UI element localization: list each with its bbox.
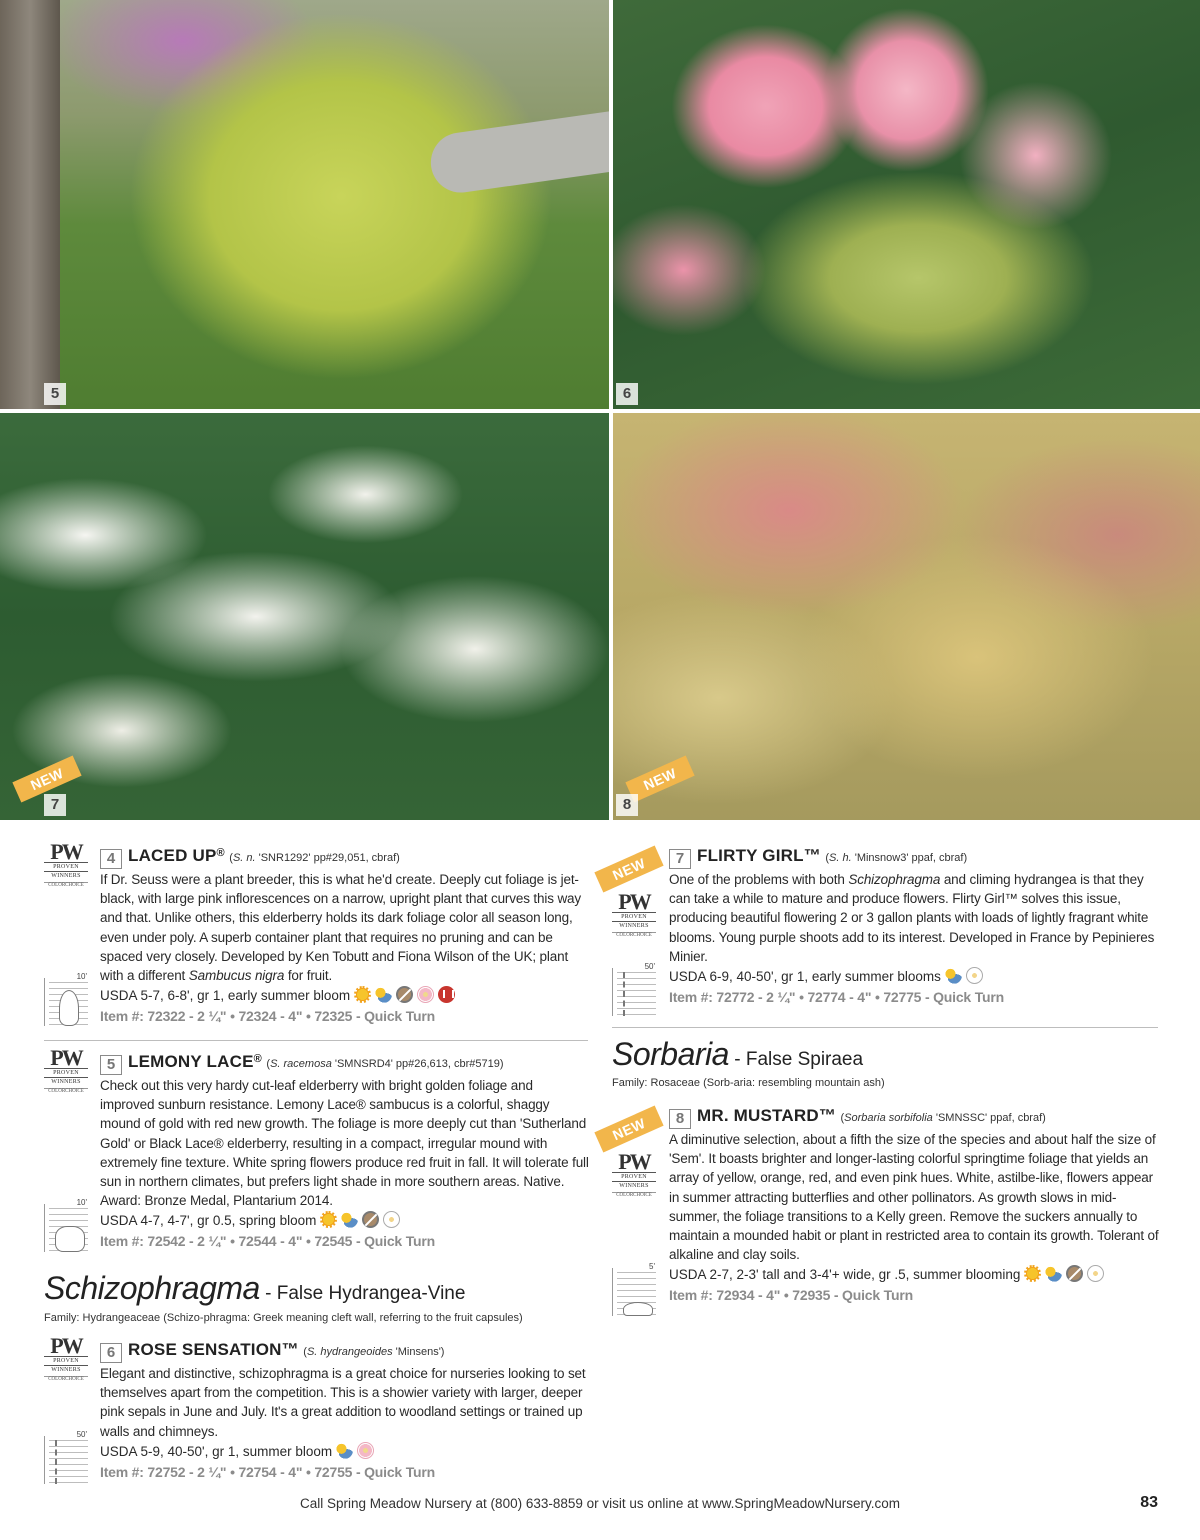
part-shade-icon: [341, 1211, 358, 1228]
section-heading-sorbaria: Sorbaria - False Spiraea: [612, 1036, 864, 1072]
entry-usda: USDA 5-9, 40-50', gr 1, summer bloom: [100, 1442, 590, 1462]
entry-heading: [100, 1340, 590, 1362]
entry-lemony-lace: [100, 1052, 590, 1252]
entry-botanical: (S. h. 'Minsnow3' ppaf, cbraf): [825, 852, 968, 864]
white-flower-icon: [383, 1211, 400, 1228]
no-deer-icon: [362, 1211, 379, 1228]
entry-description: A diminutive selection, about a fifth the size of the species and about half the size of 'Sem'. It boasts brighter and longer-lasting colorful springtime foliage that yields an array of yellow, orange, red, and even pink hues. White, astilbe-like, flowers appear in summer attracting butterflies and other pollinators. As growth slows in mid-summer, the foliage transitions to a Kelly green. Remove the suckers annually to maintain a mounded habit or plant in restricted area to contain its growth. Tolerant of alkaline and clay soils.: [669, 1132, 1159, 1263]
entry-item-numbers: Item #: 72542 - 2 ¼" • 72544 - 4" • 72545 - Quick Turn: [100, 1233, 435, 1250]
container-icon: [438, 986, 455, 1003]
part-shade-icon: [375, 986, 392, 1003]
divider: [612, 1027, 1158, 1028]
entry-number: 7: [669, 849, 691, 869]
entry-heading: [100, 1052, 590, 1074]
photo-laced-up: [0, 0, 609, 409]
no-deer-icon: [1066, 1265, 1083, 1282]
entry-heading: [669, 1106, 1159, 1128]
driveway: [427, 104, 609, 197]
photo-number: 8: [616, 794, 638, 816]
footer-contact: Call Spring Meadow Nursery at (800) 633-8859 or visit us online at www.SpringMeadowNursery.com: [299, 1496, 900, 1511]
entry-botanical: (S. racemosa 'SMNSRD4' pp#26,613, cbr#5719): [266, 1058, 504, 1070]
entry-name: LEMONY LACE®: [128, 1052, 262, 1071]
photo-number: 5: [44, 383, 66, 405]
part-shade-icon: [1045, 1265, 1062, 1282]
entry-heading: [669, 846, 1159, 868]
family-line: Family: Rosaceae (Sorb-aria: resembling mountain ash): [612, 1077, 885, 1089]
tree-trunk: [0, 0, 60, 409]
entry-description: If Dr. Seuss were a plant breeder, this is what he'd create. Deeply cut foliage is jet-black, with large pink inflorescences on a narrow, upright plant that curves this way and that. Unlike others, this elderberry holds its dark foliage color all season long, even under poly. A superb container plant that requires no pruning and can be spaced very closely. Developed by Ken Tobutt and Fiona Wilson of the UK; plant with a different Sambucus nigra for fruit.: [100, 872, 582, 984]
size-graphic: 50': [44, 1436, 88, 1484]
photo-rose-sensation: [613, 0, 1200, 409]
size-graphic: 10': [44, 978, 88, 1026]
section-heading-schizophragma: Schizophragma - False Hydrangea-Vine: [44, 1270, 466, 1306]
proven-winners-logo: PW PROVEN WINNERS COLORCHOICE: [44, 1048, 88, 1094]
entry-description: One of the problems with both Schizophragma and climing hydrangea is that they can take a while to mature and produce flowers. Flirty Girl™ solves this issue, producing beautiful flowering 2 or 3 gallon plants with loads of lightly fragrant white blooms. Young purple shoots add to its interest. Developed in France by Pepinieres Minier.: [669, 872, 1155, 964]
proven-winners-logo: PW PROVEN WINNERS COLORCHOICE: [612, 892, 656, 938]
white-flower-icon: [966, 967, 983, 984]
pink-flower-icon: [417, 986, 434, 1003]
entry-rose-sensation: [100, 1340, 590, 1483]
entry-description: Check out this very hardy cut-leaf elderberry with bright golden foliage and improved sunburn resistance. Lemony Lace® sambucus is a colorful, shaggy mound of gold with red new growth. The foliage is more deeply cut than 'Sutherland Gold' or Black Lace® elderberry, resulting in a compact, irregular mound with extremely fine texture. White spring flowers produce red fruit in fall. It will tolerate full sun in northern climates, but prefers light shade in more southern areas. Native. Award: Bronze Medal, Plantarium 2014.: [100, 1078, 589, 1209]
new-badge: NEW: [625, 756, 694, 803]
entry-number: 4: [100, 849, 122, 869]
size-graphic: 5': [612, 1268, 656, 1316]
entry-usda: USDA 4-7, 4-7', gr 0.5, spring bloom: [100, 1211, 590, 1231]
entry-number: 5: [100, 1055, 122, 1075]
new-badge: NEW: [594, 1106, 663, 1153]
entry-item-numbers: Item #: 72752 - 2 ¼" • 72754 - 4" • 72755 - Quick Turn: [100, 1463, 435, 1480]
entry-name: MR. MUSTARD™: [697, 1106, 837, 1125]
entry-item-numbers: Item #: 72934 - 4" • 72935 - Quick Turn: [669, 1287, 913, 1304]
entry-number: 8: [669, 1109, 691, 1129]
size-graphic: 50': [612, 968, 656, 1016]
entry-description: Elegant and distinctive, schizophragma is a great choice for nurseries looking to set themselves apart from the competition. This is a showier variety with larger, deeper pink sepals in June and July. It's a great addition to woodland settings or trained up walls and chimneys.: [100, 1366, 586, 1439]
sun-icon: [354, 986, 371, 1003]
proven-winners-logo: PW PROVEN WINNERS COLORCHOICE: [612, 1152, 656, 1198]
new-badge: NEW: [12, 756, 81, 803]
size-graphic: 10': [44, 1204, 88, 1252]
sun-icon: [320, 1211, 337, 1228]
entry-heading: [100, 846, 590, 868]
photo-number: 6: [616, 383, 638, 405]
page-number: 83: [1140, 1494, 1158, 1511]
entry-botanical: (S. n. 'SNR1292' pp#29,051, cbraf): [229, 852, 400, 864]
entry-name: FLIRTY GIRL™: [697, 846, 821, 865]
entry-laced-up: [100, 846, 590, 1027]
part-shade-icon: [336, 1442, 353, 1459]
photo-mr-mustard: [613, 413, 1200, 820]
entry-name: LACED UP®: [128, 846, 225, 865]
part-shade-icon: [945, 967, 962, 984]
family-line: Family: Hydrangeaceae (Schizo-phragma: Greek meaning cleft wall, referring to the fruit capsules): [44, 1312, 523, 1324]
photo-flirty-girl: [0, 413, 609, 820]
divider: [44, 1040, 588, 1041]
entry-flirty-girl: [669, 846, 1159, 1008]
entry-mr-mustard: [669, 1106, 1159, 1306]
proven-winners-logo: PW PROVEN WINNERS COLORCHOICE: [44, 1336, 88, 1382]
entry-botanical: (Sorbaria sorbifolia 'SMNSSC' ppaf, cbraf): [840, 1112, 1046, 1124]
photo-number: 7: [44, 794, 66, 816]
entry-name: ROSE SENSATION™: [128, 1340, 299, 1359]
no-deer-icon: [396, 986, 413, 1003]
white-flower-icon: [1087, 1265, 1104, 1282]
entry-item-numbers: Item #: 72322 - 2 ¼" • 72324 - 4" • 72325 - Quick Turn: [100, 1008, 435, 1025]
pink-flower-icon: [357, 1442, 374, 1459]
entry-usda: USDA 5-7, 6-8', gr 1, early summer bloom: [100, 986, 590, 1006]
entry-usda: USDA 2-7, 2-3' tall and 3-4'+ wide, gr .5, summer blooming: [669, 1265, 1159, 1285]
new-badge: NEW: [594, 846, 663, 893]
entry-usda: USDA 6-9, 40-50', gr 1, early summer blooms: [669, 967, 1159, 987]
entry-item-numbers: Item #: 72772 - 2 ¼" • 72774 - 4" • 72775 - Quick Turn: [669, 989, 1004, 1006]
proven-winners-logo: PW PROVEN WINNERS COLORCHOICE: [44, 842, 88, 888]
entry-number: 6: [100, 1343, 122, 1363]
entry-botanical: (S. hydrangeoides 'Minsens'): [303, 1346, 445, 1358]
sun-icon: [1024, 1265, 1041, 1282]
